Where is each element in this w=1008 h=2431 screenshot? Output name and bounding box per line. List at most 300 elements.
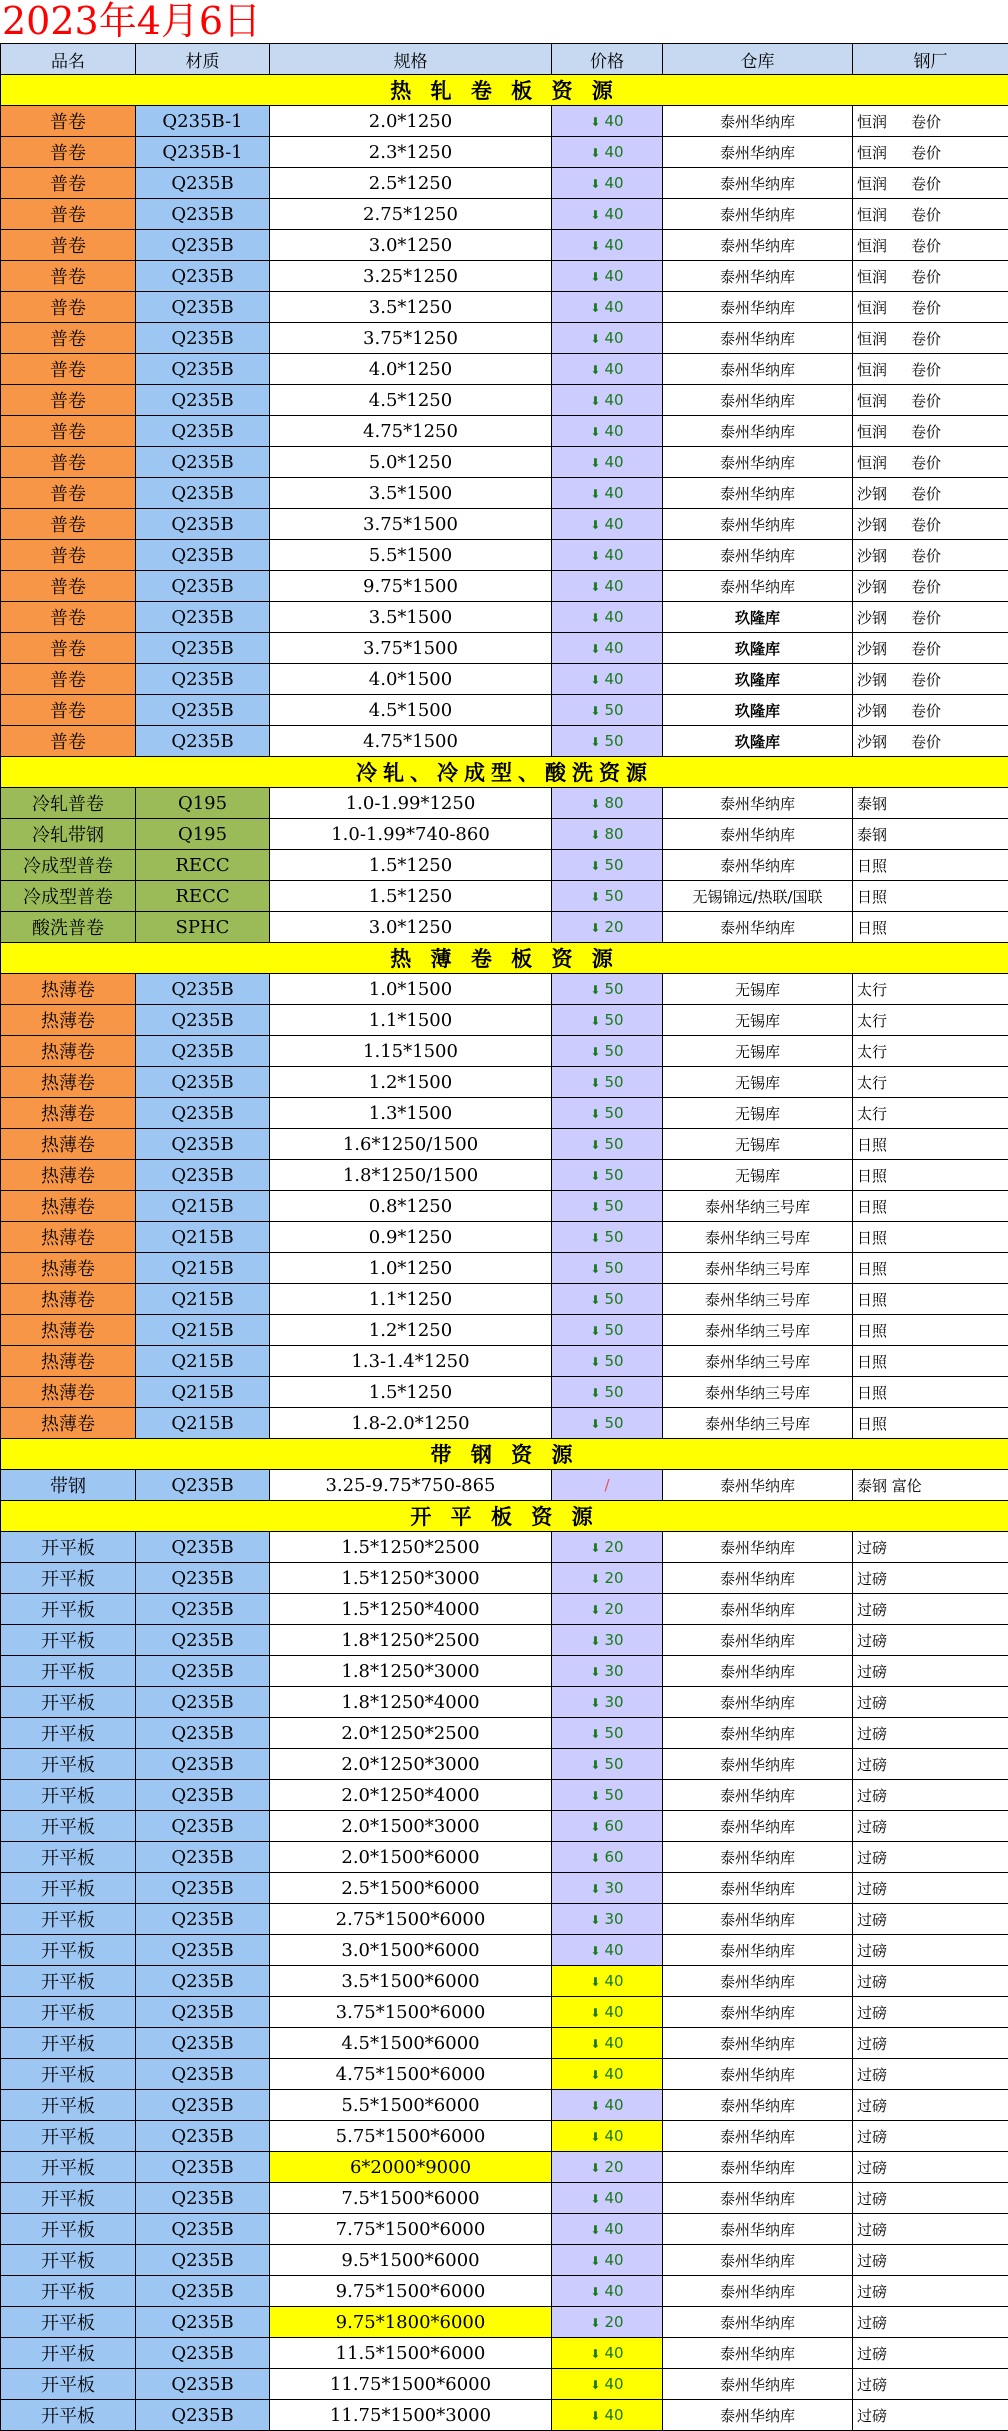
mill-cell [853, 2183, 1008, 2214]
product-name-cell: 开平板 [1, 1625, 136, 1656]
price-cell [552, 1346, 663, 1377]
spec-cell: 1.8*1250*3000 [270, 1656, 552, 1687]
price-value: 50 [604, 701, 623, 719]
mill-cell [853, 2307, 1008, 2338]
price-cell [552, 447, 663, 478]
price-cell [552, 416, 663, 447]
spec-cell: 2.0*1500*3000 [270, 1811, 552, 1842]
material-cell: Q215B [136, 1222, 270, 1253]
mill-name: 过磅 [857, 1725, 887, 1743]
mill-name: 过磅 [857, 2035, 887, 2053]
mill-name: 过磅 [857, 1601, 887, 1619]
mill-name: 日照 [857, 1136, 887, 1154]
down-arrow-icon: ⬇ [590, 2130, 600, 2144]
spec-cell: 2.3*1250 [270, 137, 552, 168]
product-name-cell: 热薄卷 [1, 1346, 136, 1377]
material-cell: Q235B [136, 726, 270, 757]
spec-cell: 1.0-1.99*740-860 [270, 819, 552, 850]
table-row [1, 1873, 1008, 1904]
price-note: 卷价 [911, 175, 941, 193]
table-row [1, 2276, 1008, 2307]
down-arrow-icon: ⬇ [590, 828, 600, 842]
mill-name: 过磅 [857, 2407, 887, 2425]
price-cell [552, 1253, 663, 1284]
down-arrow-icon: ⬇ [590, 146, 600, 160]
mill-name: 过磅 [857, 2190, 887, 2208]
mill-cell [853, 447, 1008, 478]
price-value: 40 [604, 236, 623, 254]
warehouse-cell: 泰州华纳库 [663, 2090, 853, 2121]
mill-cell [853, 1904, 1008, 1935]
down-arrow-icon: ⬇ [590, 2192, 600, 2206]
warehouse-cell: 玖隆库 [663, 664, 853, 695]
material-cell: Q235B [136, 1842, 270, 1873]
table-row [1, 292, 1008, 323]
material-cell: Q235B [136, 2245, 270, 2276]
price-cell [552, 1842, 663, 1873]
material-cell: Q235B-1 [136, 106, 270, 137]
down-arrow-icon: ⬇ [590, 1355, 600, 1369]
product-name-cell: 开平板 [1, 1811, 136, 1842]
mill-cell [853, 2214, 1008, 2245]
table-row [1, 1253, 1008, 1284]
table-row [1, 819, 1008, 850]
product-name-cell: 冷成型普卷 [1, 850, 136, 881]
product-name-cell: 热薄卷 [1, 1036, 136, 1067]
mill-name: 过磅 [857, 2345, 887, 2363]
spec-cell: 1.5*1250 [270, 881, 552, 912]
product-name-cell: 开平板 [1, 1966, 136, 1997]
product-name-cell: 开平板 [1, 1594, 136, 1625]
spec-cell: 5.75*1500*6000 [270, 2121, 552, 2152]
warehouse-cell: 泰州华纳库 [663, 199, 853, 230]
mill-name: 恒润 [857, 268, 887, 286]
down-arrow-icon: ⬇ [590, 735, 600, 749]
section-header-row [1, 757, 1008, 788]
price-cell [552, 1687, 663, 1718]
warehouse-cell: 泰州华纳库 [663, 2307, 853, 2338]
material-cell: Q235B [136, 2276, 270, 2307]
spec-cell: 1.8*1250*2500 [270, 1625, 552, 1656]
warehouse-cell: 泰州华纳库 [663, 2152, 853, 2183]
warehouse-cell: 泰州华纳库 [663, 788, 853, 819]
table-row [1, 1687, 1008, 1718]
mill-cell [853, 1315, 1008, 1346]
spec-cell: 3.25*1250 [270, 261, 552, 292]
price-cell [552, 292, 663, 323]
mill-cell [853, 2028, 1008, 2059]
price-value: 30 [604, 1879, 623, 1897]
price-value: 40 [604, 2096, 623, 2114]
mill-name: 日照 [857, 1384, 887, 1402]
spec-cell: 1.2*1500 [270, 1067, 552, 1098]
spec-cell: 1.1*1500 [270, 1005, 552, 1036]
warehouse-cell: 泰州华纳库 [663, 1625, 853, 1656]
product-name-cell: 热薄卷 [1, 1253, 136, 1284]
table-row [1, 1470, 1008, 1501]
product-name-cell: 开平板 [1, 1718, 136, 1749]
material-cell: Q235B [136, 1005, 270, 1036]
price-cell [552, 881, 663, 912]
down-arrow-icon: ⬇ [590, 2254, 600, 2268]
down-arrow-icon: ⬇ [590, 1882, 600, 1896]
mill-name: 恒润 [857, 206, 887, 224]
product-name-cell: 开平板 [1, 2121, 136, 2152]
header-warehouse: 仓库 [663, 44, 853, 75]
price-cell [552, 1315, 663, 1346]
price-cell [552, 540, 663, 571]
warehouse-cell: 泰州华纳库 [663, 2183, 853, 2214]
warehouse-cell: 泰州华纳库 [663, 1687, 853, 1718]
mill-name: 过磅 [857, 2283, 887, 2301]
table-row [1, 1005, 1008, 1036]
product-name-cell: 开平板 [1, 2152, 136, 2183]
price-cell [552, 726, 663, 757]
warehouse-cell: 泰州华纳库 [663, 2245, 853, 2276]
price-value: 40 [604, 453, 623, 471]
material-cell: Q215B [136, 1315, 270, 1346]
mill-cell [853, 292, 1008, 323]
price-value: 30 [604, 1693, 623, 1711]
down-arrow-icon: ⬇ [590, 2161, 600, 2175]
mill-cell [853, 1036, 1008, 1067]
spec-cell: 1.0-1.99*1250 [270, 788, 552, 819]
down-arrow-icon: ⬇ [590, 2378, 600, 2392]
mill-name: 沙钢 [857, 485, 887, 503]
price-value: 50 [604, 1321, 623, 1339]
mill-name: 过磅 [857, 1539, 887, 1557]
price-cell [552, 2152, 663, 2183]
spec-cell: 1.8*1250/1500 [270, 1160, 552, 1191]
material-cell: Q235B [136, 1098, 270, 1129]
mill-name: 过磅 [857, 1694, 887, 1712]
material-cell: Q235B [136, 261, 270, 292]
table-row [1, 1904, 1008, 1935]
price-value: 40 [604, 298, 623, 316]
table-row [1, 1563, 1008, 1594]
spec-cell: 3.5*1500*6000 [270, 1966, 552, 1997]
price-cell [552, 1594, 663, 1625]
warehouse-cell: 泰州华纳库 [663, 168, 853, 199]
product-name-cell: 热薄卷 [1, 1005, 136, 1036]
mill-cell [853, 1811, 1008, 1842]
price-note: 卷价 [911, 733, 941, 751]
price-cell [552, 1935, 663, 1966]
mill-cell [853, 850, 1008, 881]
spec-cell: 3.75*1500 [270, 633, 552, 664]
table-row [1, 912, 1008, 943]
spec-cell: 3.0*1500*6000 [270, 1935, 552, 1966]
product-name-cell: 开平板 [1, 2214, 136, 2245]
spec-cell: 0.9*1250 [270, 1222, 552, 1253]
mill-name: 恒润 [857, 454, 887, 472]
price-value: 20 [604, 918, 623, 936]
price-cell [552, 1005, 663, 1036]
mill-name: 恒润 [857, 237, 887, 255]
price-cell [552, 2028, 663, 2059]
warehouse-cell: 泰州华纳库 [663, 2028, 853, 2059]
mill-name: 过磅 [857, 1911, 887, 1929]
table-row [1, 168, 1008, 199]
product-name-cell: 普卷 [1, 292, 136, 323]
material-cell: Q235B [136, 199, 270, 230]
material-cell: Q235B [136, 2338, 270, 2369]
product-name-cell: 开平板 [1, 2183, 136, 2214]
price-cell [552, 1718, 663, 1749]
down-arrow-icon: ⬇ [590, 208, 600, 222]
mill-name: 过磅 [857, 2221, 887, 2239]
warehouse-cell: 泰州华纳库 [663, 416, 853, 447]
down-arrow-icon: ⬇ [590, 1665, 600, 1679]
table-row [1, 726, 1008, 757]
price-cell [552, 2276, 663, 2307]
material-cell: Q235B [136, 695, 270, 726]
mill-cell [853, 1687, 1008, 1718]
price-cell [552, 664, 663, 695]
mill-name: 过磅 [857, 1632, 887, 1650]
mill-cell [853, 2369, 1008, 2400]
price-value: 50 [604, 1166, 623, 1184]
price-value: 40 [604, 2220, 623, 2238]
table-row [1, 1098, 1008, 1129]
section-title: 带 钢 资 源 [1, 1439, 1008, 1470]
product-name-cell: 开平板 [1, 1780, 136, 1811]
price-value: 50 [604, 887, 623, 905]
table-row [1, 2028, 1008, 2059]
product-name-cell: 热薄卷 [1, 1160, 136, 1191]
down-arrow-icon: ⬇ [590, 270, 600, 284]
warehouse-cell: 无锡库 [663, 974, 853, 1005]
price-cell [552, 1749, 663, 1780]
table-row [1, 2338, 1008, 2369]
price-note: 卷价 [911, 547, 941, 565]
spec-cell: 5.0*1250 [270, 447, 552, 478]
down-arrow-icon: ⬇ [590, 1076, 600, 1090]
price-note: 卷价 [911, 609, 941, 627]
price-note: 卷价 [911, 454, 941, 472]
spec-cell: 1.3-1.4*1250 [270, 1346, 552, 1377]
price-value: 50 [604, 1259, 623, 1277]
warehouse-cell: 泰州华纳三号库 [663, 1284, 853, 1315]
price-cell [552, 1873, 663, 1904]
table-row [1, 1222, 1008, 1253]
table-row [1, 1718, 1008, 1749]
table-row [1, 2183, 1008, 2214]
material-cell: Q235B [136, 2214, 270, 2245]
mill-cell [853, 633, 1008, 664]
product-name-cell: 普卷 [1, 106, 136, 137]
mill-cell [853, 1997, 1008, 2028]
price-cell [552, 1408, 663, 1439]
price-cell [552, 1904, 663, 1935]
price-value: 40 [604, 2282, 623, 2300]
material-cell: Q235B [136, 2059, 270, 2090]
mill-name: 太行 [857, 1012, 887, 1030]
table-row [1, 664, 1008, 695]
spec-cell: 0.8*1250 [270, 1191, 552, 1222]
table-row [1, 1346, 1008, 1377]
material-cell: Q235B [136, 2183, 270, 2214]
material-cell: Q235B [136, 509, 270, 540]
mill-cell [853, 2338, 1008, 2369]
product-name-cell: 普卷 [1, 323, 136, 354]
spec-cell: 1.5*1250*4000 [270, 1594, 552, 1625]
down-arrow-icon: ⬇ [590, 1417, 600, 1431]
price-value: 50 [604, 856, 623, 874]
table-row [1, 1160, 1008, 1191]
mill-name: 沙钢 [857, 733, 887, 751]
warehouse-cell: 泰州华纳库 [663, 2214, 853, 2245]
mill-cell [853, 416, 1008, 447]
table-row [1, 2152, 1008, 2183]
price-value: 40 [604, 174, 623, 192]
mill-name: 恒润 [857, 175, 887, 193]
material-cell: Q235B [136, 1811, 270, 1842]
material-cell: Q235B [136, 385, 270, 416]
material-cell: Q235B [136, 1160, 270, 1191]
mill-name: 恒润 [857, 330, 887, 348]
product-name-cell: 普卷 [1, 664, 136, 695]
material-cell: Q235B [136, 1997, 270, 2028]
price-value: 50 [604, 1197, 623, 1215]
down-arrow-icon: ⬇ [590, 1975, 600, 1989]
table-row [1, 416, 1008, 447]
price-value: 50 [604, 1383, 623, 1401]
price-value: 40 [604, 670, 623, 688]
spec-cell: 4.0*1500 [270, 664, 552, 695]
price-cell [552, 912, 663, 943]
product-name-cell: 普卷 [1, 354, 136, 385]
price-value: 50 [604, 1724, 623, 1742]
price-cell [552, 2400, 663, 2431]
price-value: 60 [604, 1848, 623, 1866]
price-note: 卷价 [911, 640, 941, 658]
price-value: 40 [604, 205, 623, 223]
product-name-cell: 开平板 [1, 2307, 136, 2338]
material-cell: Q235B [136, 571, 270, 602]
mill-name: 太行 [857, 1105, 887, 1123]
price-note: 卷价 [911, 361, 941, 379]
price-value: 50 [604, 1414, 623, 1432]
price-note: 卷价 [911, 671, 941, 689]
price-value: 40 [604, 360, 623, 378]
table-row [1, 137, 1008, 168]
price-value: / [604, 1476, 609, 1494]
material-cell: Q235B [136, 602, 270, 633]
mill-name: 日照 [857, 1167, 887, 1185]
material-cell: Q235B [136, 1935, 270, 1966]
warehouse-cell: 泰州华纳库 [663, 354, 853, 385]
material-cell: Q235B [136, 1625, 270, 1656]
material-cell: Q235B [136, 354, 270, 385]
mill-cell [853, 2090, 1008, 2121]
down-arrow-icon: ⬇ [590, 890, 600, 904]
mill-name: 沙钢 [857, 578, 887, 596]
material-cell: Q235B [136, 2090, 270, 2121]
price-value: 40 [604, 143, 623, 161]
price-value: 20 [604, 2313, 623, 2331]
price-cell [552, 819, 663, 850]
warehouse-cell: 泰州华纳库 [663, 1532, 853, 1563]
spec-cell: 4.5*1250 [270, 385, 552, 416]
table-row [1, 1129, 1008, 1160]
spec-cell: 9.75*1500 [270, 571, 552, 602]
price-cell [552, 974, 663, 1005]
spec-cell: 1.1*1250 [270, 1284, 552, 1315]
warehouse-cell: 无锡库 [663, 1129, 853, 1160]
price-cell [552, 1191, 663, 1222]
warehouse-cell: 无锡库 [663, 1160, 853, 1191]
down-arrow-icon: ⬇ [590, 2068, 600, 2082]
down-arrow-icon: ⬇ [590, 1789, 600, 1803]
price-note: 卷价 [911, 485, 941, 503]
mill-name: 太行 [857, 981, 887, 999]
warehouse-cell: 泰州华纳库 [663, 1656, 853, 1687]
material-cell: Q235B [136, 230, 270, 261]
mill-name: 过磅 [857, 1818, 887, 1836]
price-table [0, 43, 1008, 2431]
mill-name: 日照 [857, 1415, 887, 1433]
material-cell: Q235B [136, 1470, 270, 1501]
product-name-cell: 开平板 [1, 2338, 136, 2369]
mill-name: 过磅 [857, 1973, 887, 1991]
price-value: 50 [604, 1011, 623, 1029]
price-cell [552, 1098, 663, 1129]
spec-cell: 9.75*1800*6000 [270, 2307, 552, 2338]
spec-cell: 4.5*1500*6000 [270, 2028, 552, 2059]
material-cell: Q235B [136, 1656, 270, 1687]
mill-name: 沙钢 [857, 640, 887, 658]
mill-name: 恒润 [857, 361, 887, 379]
mill-cell [853, 230, 1008, 261]
product-name-cell: 开平板 [1, 1935, 136, 1966]
spec-cell: 2.0*1250*2500 [270, 1718, 552, 1749]
product-name-cell: 开平板 [1, 2090, 136, 2121]
warehouse-cell: 泰州华纳库 [663, 106, 853, 137]
price-note: 卷价 [911, 299, 941, 317]
section-title: 冷轧、冷成型、酸洗资源 [1, 757, 1008, 788]
price-cell [552, 788, 663, 819]
product-name-cell: 开平板 [1, 1532, 136, 1563]
warehouse-cell: 泰州华纳三号库 [663, 1377, 853, 1408]
mill-cell [853, 1656, 1008, 1687]
price-cell [552, 1811, 663, 1842]
product-name-cell: 开平板 [1, 2400, 136, 2431]
down-arrow-icon: ⬇ [590, 1169, 600, 1183]
down-arrow-icon: ⬇ [590, 2099, 600, 2113]
down-arrow-icon: ⬇ [590, 1634, 600, 1648]
material-cell: RECC [136, 850, 270, 881]
price-cell [552, 633, 663, 664]
table-row [1, 1935, 1008, 1966]
table-row [1, 1594, 1008, 1625]
table-row [1, 974, 1008, 1005]
price-cell [552, 1997, 663, 2028]
price-value: 50 [604, 1073, 623, 1091]
header-row [1, 44, 1008, 75]
warehouse-cell: 无锡库 [663, 1036, 853, 1067]
price-value: 50 [604, 732, 623, 750]
mill-cell [853, 199, 1008, 230]
mill-cell [853, 974, 1008, 1005]
table-row [1, 478, 1008, 509]
warehouse-cell: 泰州华纳库 [663, 1594, 853, 1625]
down-arrow-icon: ⬇ [590, 1045, 600, 1059]
product-name-cell: 开平板 [1, 2369, 136, 2400]
price-value: 40 [604, 2065, 623, 2083]
price-value: 40 [604, 422, 623, 440]
warehouse-cell: 泰州华纳库 [663, 230, 853, 261]
